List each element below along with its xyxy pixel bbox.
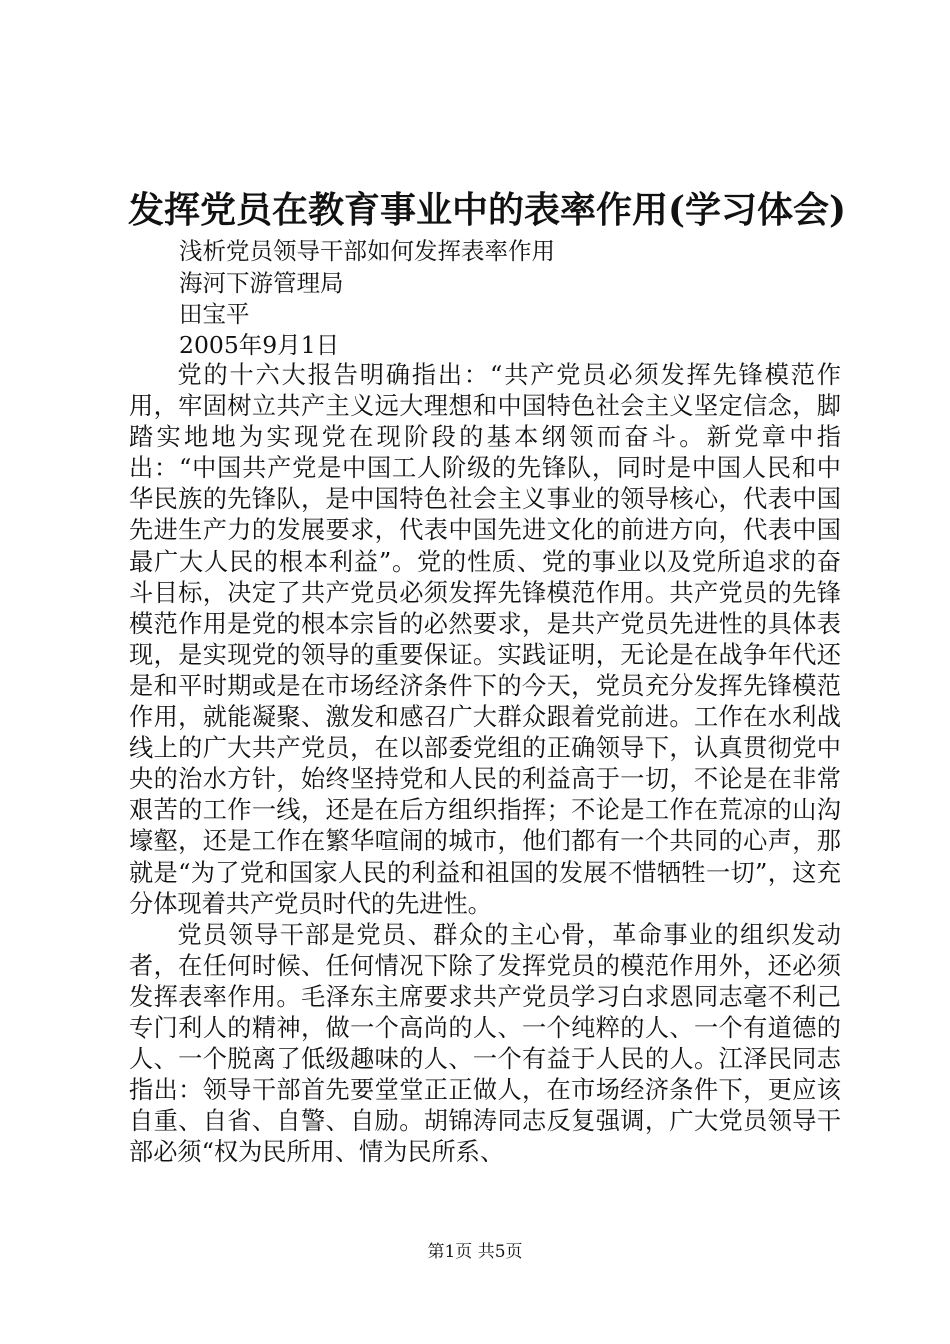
- document-body: [129, 360, 841, 1168]
- document-title: 发挥党员在教育事业中的表率作用(学习体会): [128, 189, 847, 231]
- body-paragraph: 党的十六大报告明确指出：“共产党员必须发挥先锋模范作用，牢固树立共产主义远大理想和中国特色社会主义坚定信念，脚踏实地地为实现党在现阶段的基本纲领而奋斗。新党章中指出：“中国共产党是中国工人阶级的先锋队，同时是中国人民和中华民族的先锋队，是中国特色社会主义事业的领导核心，代表中国先进生产力的发展要求，代表中国先进文化的前进方向，代表中国最广大人民的根本利益”。党的性质、党的事业以及党所追求的奋斗目标，决定了共产党员必须发挥先锋模范作用。共产党员的先锋模范作用是党的根本宗旨的必然要求，是共产党员先进性的具体表现，是实现党的领导的重要保证。实践证明，无论是在战争年代还是和平时期或是在市场经济条件下的今天，党员充分发挥先锋模范作用，就能凝聚、激发和感召广大群众跟着党前进。工作在水利战线上的广大共产党员，在以部委党组的正确领导下，认真贯彻党中央的治水方针，始终坚持党和人民的利益高于一切，不论是在非常艰苦的工作一线，还是在后方组织指挥；不论是工作在荒凉的山沟壕壑，还是工作在繁华喧闹的城市，他们都有一个共同的心声，那就是“为了党和国家人民的利益和祖国的发展不惜牺牲一切”，这充分体现着共产党员时代的先进性。: [129, 361, 841, 918]
- organization-name: 海河下游管理局: [179, 269, 344, 297]
- document-date: 2005年9月1日: [179, 331, 340, 359]
- author-name: 田宝平: [179, 300, 250, 328]
- page-footer: 第1页 共5页: [427, 1242, 523, 1262]
- document-subtitle: 浅析党员领导干部如何发挥表率作用: [179, 237, 555, 265]
- body-paragraph: 党员领导干部是党员、群众的主心骨，革命事业的组织发动者，在任何时候、任何情况下除了发挥党员的模范作用外，还必须发挥表率作用。毛泽东主席要求共产党员学习白求恩同志毫不利己专门利人的精神，做一个高尚的人、一个纯粹的人、一个有道德的人、一个脱离了低级趣味的人、一个有益于人民的人。江泽民同志指出：领导干部首先要堂堂正正做人，在市场经济条件下，更应该自重、自省、自警、自励。胡锦涛同志反复强调，广大党员领导干部必须“权为民所用、情为民所系、: [129, 920, 841, 1167]
